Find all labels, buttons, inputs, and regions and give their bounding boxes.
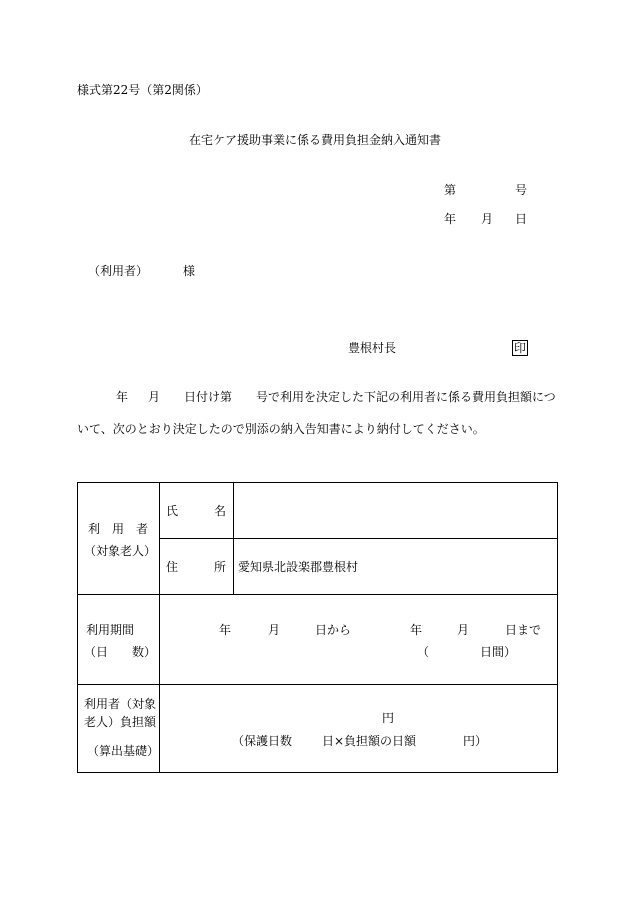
name-label: 氏 名: [166, 504, 227, 518]
recipient-label: （利用者）: [88, 264, 149, 278]
issuer-name: 豊根村長: [348, 341, 397, 355]
seal-text: 印: [514, 341, 527, 355]
burden-value-cell: [160, 685, 558, 773]
period-label-cell: [78, 595, 160, 685]
basis-yen-close: 円）: [463, 734, 488, 748]
date-day: 日: [515, 212, 528, 226]
date-month: 月: [481, 212, 494, 226]
period-to-day: 日まで: [505, 623, 542, 637]
burden-yen: 円: [382, 711, 395, 725]
address-value-cell: [234, 539, 558, 595]
doc-number-prefix: 第: [444, 183, 457, 197]
basis-days: （保護日数: [232, 734, 293, 748]
body-line1: 日付け第 号で利用を決定した下記の利用者に係る費用負担額につ: [184, 390, 556, 404]
burden-label-1: 利用者（対象: [84, 697, 157, 711]
period-to-year: 年: [410, 623, 423, 637]
page-title: 在宅ケア援助事業に係る費用負担金納入通知書: [188, 133, 441, 147]
burden-label-3: （算出基礎）: [87, 744, 160, 758]
seal-mark: [512, 340, 528, 356]
period-from-year: 年: [219, 623, 232, 637]
body-line2: いて、次のとおり決定したので別添の納入告知書により納付してください。: [77, 422, 485, 436]
detail-table: [77, 482, 558, 773]
address-label: 住 所: [166, 560, 227, 574]
period-label: 利用期間: [86, 623, 135, 637]
name-label-cell: [160, 483, 234, 539]
period-from-month: 月: [268, 623, 281, 637]
burden-label-cell: [78, 685, 160, 773]
period-value-cell: [160, 595, 558, 685]
user-sublabel: （対象老人）: [84, 544, 157, 558]
address-label-cell: [160, 539, 234, 595]
days-close: 日間）: [480, 645, 517, 659]
body-year: 年: [116, 390, 129, 404]
address-value: 愛知県北設楽郡豊根村: [238, 560, 359, 574]
burden-label-2: 老人）負担額: [84, 715, 157, 729]
basis-daily-amount: 日×負担額の日額: [322, 734, 417, 748]
body-month: 月: [148, 390, 161, 404]
days-open: （: [417, 645, 430, 659]
name-value-cell: [234, 483, 558, 539]
user-label-cell: [78, 483, 160, 595]
date-year: 年: [444, 212, 457, 226]
user-label: 利 用 者: [88, 522, 149, 536]
days-label: （日 数）: [84, 645, 157, 659]
recipient-honorific: 様: [183, 264, 196, 278]
form-number: 様式第22号（第2関係）: [77, 83, 208, 97]
period-from-day: 日から: [315, 623, 352, 637]
doc-number-suffix: 号: [515, 183, 528, 197]
period-to-month: 月: [457, 623, 470, 637]
